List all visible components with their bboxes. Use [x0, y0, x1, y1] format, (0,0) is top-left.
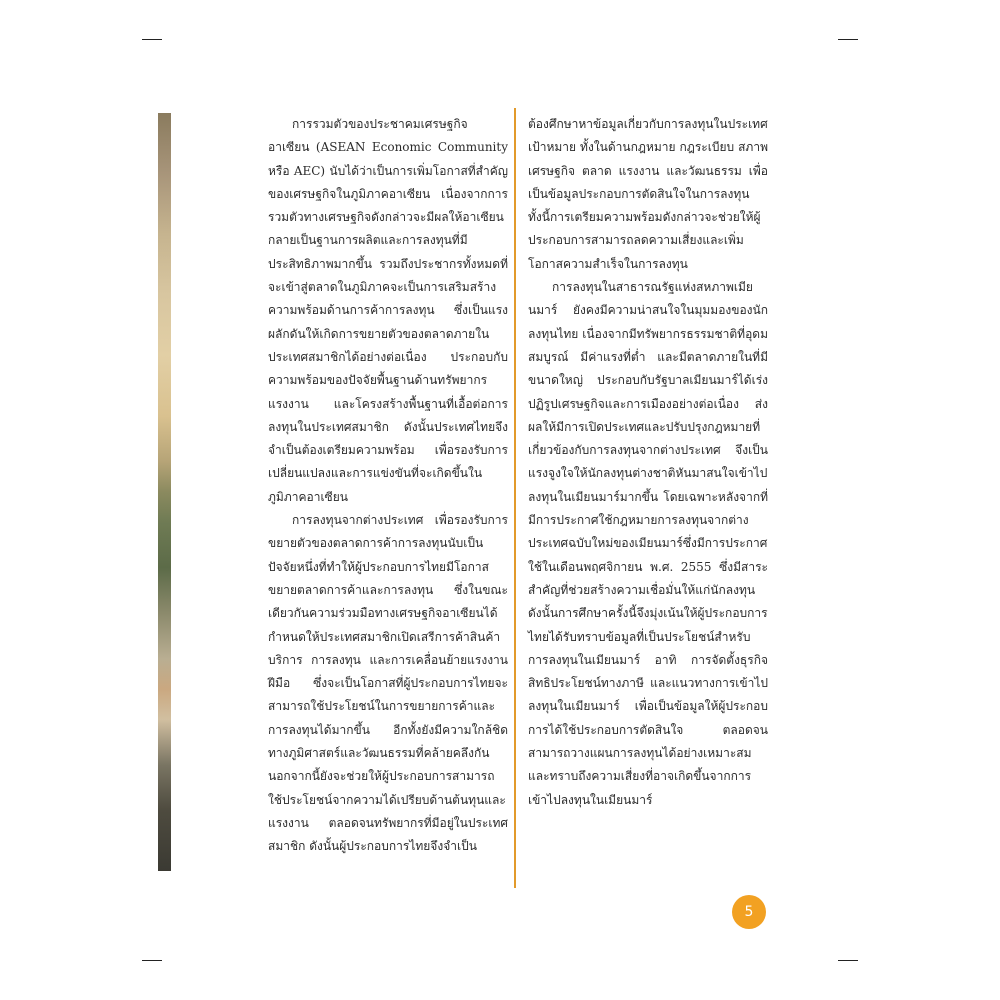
- crop-mark-bottom-left: [142, 960, 162, 961]
- column-divider: [514, 108, 516, 888]
- crop-mark-top-left: [142, 39, 162, 40]
- text-column-right: [528, 113, 768, 812]
- paragraph: การลงทุนในสาธารณรัฐแห่งสหภาพเมียนมาร์ ยังคงมีความน่าสนใจในมุมมองของนักลงทุนไทย เนื่องจากมีทรัพยากรธรรมชาติที่อุดมสมบูรณ์ มีค่าแรงที่ต่ำ และมีตลาดภายในที่มีขนาดใหญ่ ประกอบกับรัฐบาลเมียนมาร์ได้เร่งปฏิรูปเศรษฐกิจและการเมืองอย่างต่อเนื่อง ส่งผลให้มีการเปิดประเทศและปรับปรุงกฎหมายที่เกี่ยวข้องกับการลงทุนจากต่างประเทศ จึงเป็นแรงจูงใจให้นักลงทุนต่างชาติหันมาสนใจเข้าไปลงทุนในเมียนมาร์มากขึ้น โดยเฉพาะหลังจากที่มีการประกาศใช้กฎหมายการลงทุนจากต่างประเทศฉบับใหม่ของเมียนมาร์ซึ่งมีการประกาศใช้ในเดือนพฤศจิกายน พ.ศ. 2555 ซึ่งมีสาระสำคัญที่ช่วยสร้างความเชื่อมั่นให้แก่นักลงทุน ดังนั้นการศึกษาครั้งนี้จึงมุ่งเน้นให้ผู้ประกอบการไทยได้รับทราบข้อมูลที่เป็นประโยชน์สำหรับการลงทุนในเมียนมาร์ อาทิ การจัดตั้งธุรกิจ สิทธิประโยชน์ทางภาษี และแนวทางการเข้าไปลงทุนในเมียนมาร์ เพื่อเป็นข้อมูลให้ผู้ประกอบการได้ใช้ประกอบการตัดสินใจ ตลอดจนสามารถวางแผนการลงทุนได้อย่างเหมาะสม และทราบถึงความเสี่ยงที่อาจเกิดขึ้นจากการเข้าไปลงทุนในเมียนมาร์: [528, 280, 768, 807]
- paragraph: ต้องศึกษาหาข้อมูลเกี่ยวกับการลงทุนในประเทศเป้าหมาย ทั้งในด้านกฎหมาย กฎระเบียบ สภาพเศรษฐกิจ ตลาด แรงงาน และวัฒนธรรม เพื่อเป็นข้อมูลประกอบการตัดสินใจในการลงทุน ทั้งนี้การเตรียมความพร้อมดังกล่าวจะช่วยให้ผู้ประกอบการสามารถลดความเสี่ยงและเพิ่มโอกาสความสำเร็จในการลงทุน: [528, 117, 768, 271]
- landscape-photo-strip: [158, 113, 171, 871]
- crop-mark-top-right: [838, 39, 858, 40]
- paragraph: การลงทุนจากต่างประเทศ เพื่อรองรับการขยายตัวของตลาดการค้าการลงทุนนับเป็นปัจจัยหนึ่งที่ทำให้ผู้ประกอบการไทยมีโอกาสขยายตลาดการค้าและการลงทุน ซึ่งในขณะเดียวกันความร่วมมือทางเศรษฐกิจอาเซียนได้กำหนดให้ประเทศสมาชิกเปิดเสรีการค้าสินค้าบริการ การลงทุน และการเคลื่อนย้ายแรงงานฝีมือ ซึ่งจะเป็นโอกาสที่ผู้ประกอบการไทยจะสามารถใช้ประโยชน์ในการขยายการค้าและการลงทุนได้มากขึ้น อีกทั้งยังมีความใกล้ชิดทางภูมิศาสตร์และวัฒนธรรมที่คล้ายคลึงกัน นอกจากนี้ยังจะช่วยให้ผู้ประกอบการสามารถใช้ประโยชน์จากความได้เปรียบด้านต้นทุนและแรงงาน ตลอดจนทรัพยากรที่มีอยู่ในประเทศสมาชิก ดังนั้นผู้ประกอบการไทยจึงจำเป็น: [268, 513, 508, 854]
- crop-mark-bottom-right: [838, 960, 858, 961]
- paragraph: การรวมตัวของประชาคมเศรษฐกิจอาเซียน (ASEAN Economic Community หรือ AEC) นับได้ว่าเป็นการเพิ่มโอกาสที่สำคัญของเศรษฐกิจในภูมิภาคอาเซียน เนื่องจากการรวมตัวทางเศรษฐกิจดังกล่าวจะมีผลให้อาเซียนกลายเป็นฐานการผลิตและการลงทุนที่มีประสิทธิภาพมากขึ้น รวมถึงประชากรทั้งหมดที่จะเข้าสู่ตลาดในภูมิภาคจะเป็นการเสริมสร้างความพร้อมด้านการค้าการลงทุน ซึ่งเป็นแรงผลักดันให้เกิดการขยายตัวของตลาดภายในประเทศสมาชิกได้อย่างต่อเนื่อง ประกอบกับความพร้อมของปัจจัยพื้นฐานด้านทรัพยากร แรงงาน และโครงสร้างพื้นฐานที่เอื้อต่อการลงทุนในประเทศสมาชิก ดังนั้นประเทศไทยจึงจำเป็นต้องเตรียมความพร้อม เพื่อรองรับการเปลี่ยนแปลงและการแข่งขันที่จะเกิดขึ้นในภูมิภาคอาเซียน: [268, 117, 508, 504]
- text-column-left: [268, 113, 508, 859]
- page-number-badge: [732, 895, 766, 929]
- page-number: 5: [744, 904, 754, 920]
